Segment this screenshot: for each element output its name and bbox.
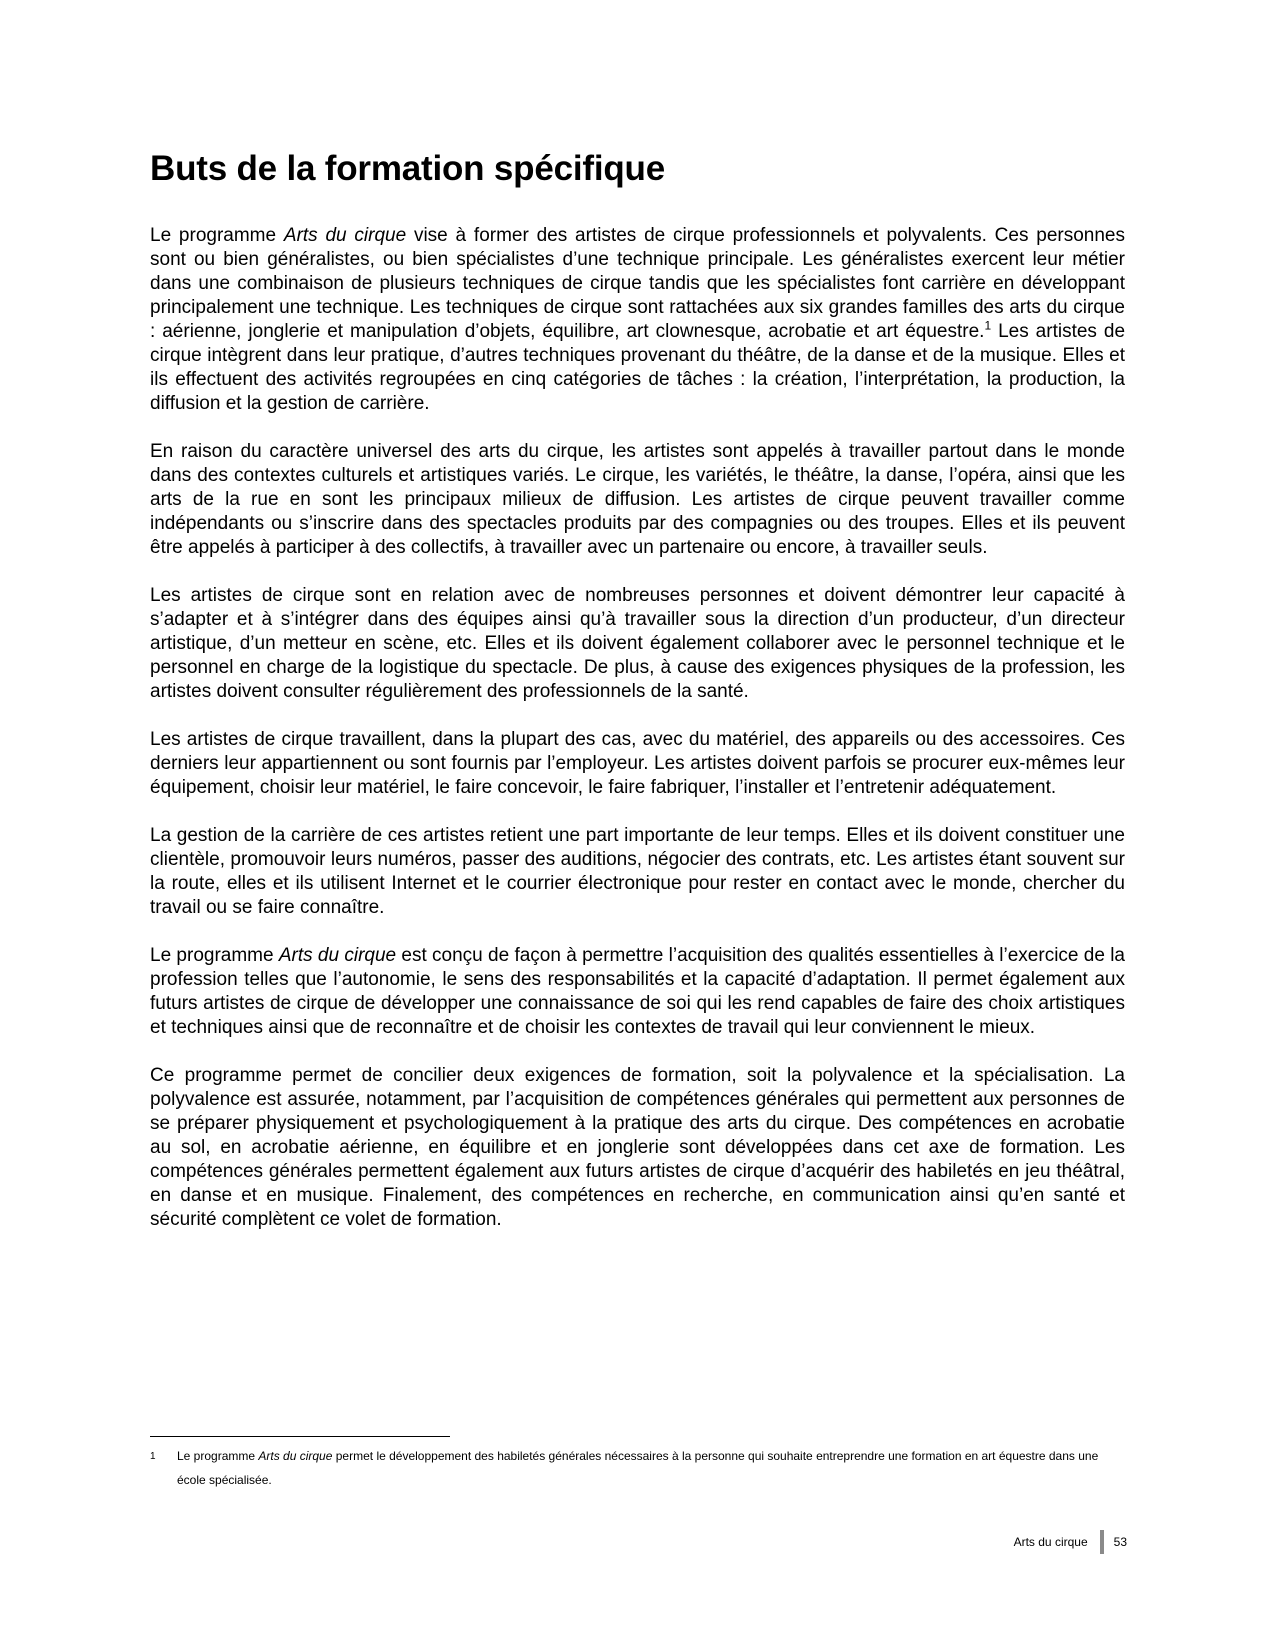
footer-separator — [1100, 1530, 1104, 1554]
paragraph-6 — [150, 944, 1125, 1040]
program-name: Arts du cirque — [283, 225, 407, 246]
paragraph-6-text-start: Le programme — [150, 945, 279, 966]
footnote — [150, 1444, 1125, 1492]
footnote-text-end: permet le développement des habiletés générales nécessaires à la personne qui souhaite entreprendre une formation en art équestre dans une école spécialisée. — [177, 1449, 1099, 1487]
footnote-reference[interactable]: 1 — [984, 318, 992, 333]
paragraph-1-text-start: Le programme — [150, 225, 284, 246]
program-name: Arts du cirque — [278, 945, 397, 966]
footnote-number: 1 — [150, 1451, 156, 1462]
paragraph-1 — [150, 224, 1125, 416]
footnote-text — [150, 1444, 1125, 1492]
footnote-text-start: Le programme — [177, 1449, 259, 1463]
page-title: Buts de la formation spécifique — [150, 149, 665, 188]
paragraph-1-text-middle: vise à former des artistes de cirque professionnels et polyvalents. Ces personnes sont ou bien généralistes, ou bien spécialistes d’une technique principale. Les généralistes exercent leur métier dans une combinaison de plusieurs techniques de cirque tandis que les spécialistes font carrière en développant principalement une technique. Les techniques de cirque sont rattachées aux six grandes familles des arts du cirque : aérienne, jonglerie et manipulation d’objets, équilibre, art clownesque, acrobatie et art équestre. — [150, 225, 1125, 342]
paragraph-1-text-end: Les artistes de cirque intègrent dans leur pratique, d’autres techniques provenant du théâtre, de la danse et de la musique. Elles et ils effectuent des activités regroupées en cinq catégories de tâches : la création, l’interprétation, la production, la diffusion et la gestion de carrière. — [150, 321, 1126, 414]
paragraph-6-text-end: est conçu de façon à permettre l’acquisition des qualités essentielles à l’exercice de la profession telles que l’autonomie, le sens des responsabilités et la capacité d’adaptation. Il permet également aux futurs artistes de cirque de développer une connaissance de soi qui les rend capables de faire des choix artistiques et techniques ainsi que de reconnaître et de choisir les contextes de travail qui leur conviennent le mieux. — [150, 945, 1125, 1038]
paragraph-3: Les artistes de cirque sont en relation avec de nombreuses personnes et doivent démontrer leur capacité à s’adapter et à s’intégrer dans des équipes ainsi qu’à travailler sous la direction d’un producteur, d’un directeur artistique, d’un metteur en scène, etc. Elles et ils doivent également collaborer avec le personnel technique et le personnel en charge de la logistique du spectacle. De plus, à cause des exigences physiques de la profession, les artistes doivent consulter régulièrement des professionnels de la santé. — [150, 585, 1125, 702]
paragraph-4: Les artistes de cirque travaillent, dans la plupart des cas, avec du matériel, des appareils ou des accessoires. Ces derniers leur appartiennent ou sont fournis par l’employeur. Les artistes doivent parfois se procurer eux-mêmes leur équipement, choisir leur matériel, le faire concevoir, le faire fabriquer, l’installer et l’entretenir adéquatement. — [150, 729, 1125, 798]
paragraph-5: La gestion de la carrière de ces artistes retient une part importante de leur temps. Elles et ils doivent constituer une clientèle, promouvoir leurs numéros, passer des auditions, négocier des contrats, etc. Les artistes étant souvent sur la route, elles et ils utilisent Internet et le courrier électronique pour rester en contact avec le monde, chercher du travail ou se faire connaître. — [150, 825, 1125, 918]
body-text — [150, 224, 1125, 1256]
paragraph-2: En raison du caractère universel des arts du cirque, les artistes sont appelés à travailler partout dans le monde dans des contextes culturels et artistiques variés. Le cirque, les variétés, le théâtre, la danse, l’opéra, ainsi que les arts de la rue en sont les principaux milieux de diffusion. Les artistes de cirque peuvent travailler comme indépendants ou s’inscrire dans des spectacles produits par des compagnies ou des troupes. Elles et ils peuvent être appelés à participer à des collectifs, à travailler avec un partenaire ou encore, à travailler seuls. — [150, 441, 1125, 558]
footnote-divider — [150, 1436, 450, 1437]
footer-label: Arts du cirque — [1013, 1535, 1088, 1549]
page-number: 53 — [1113, 1535, 1127, 1549]
footnote-program-name: Arts du cirque — [258, 1449, 333, 1463]
page-footer — [1014, 1530, 1127, 1554]
paragraph-7: Ce programme permet de concilier deux exigences de formation, soit la polyvalence et la spécialisation. La polyvalence est assurée, notamment, par l’acquisition de compétences générales qui permettent aux personnes de se préparer physiquement et psychologiquement à la pratique des arts du cirque. Des compétences en acrobatie au sol, en acrobatie aérienne, en équilibre et en jonglerie sont développées dans cet axe de formation. Les compétences générales permettent également aux futurs artistes de cirque d’acquérir des habiletés en jeu théâtral, en danse et en musique. Finalement, des compétences en recherche, en communication ainsi qu’en santé et sécurité complètent ce volet de formation. — [150, 1065, 1125, 1230]
